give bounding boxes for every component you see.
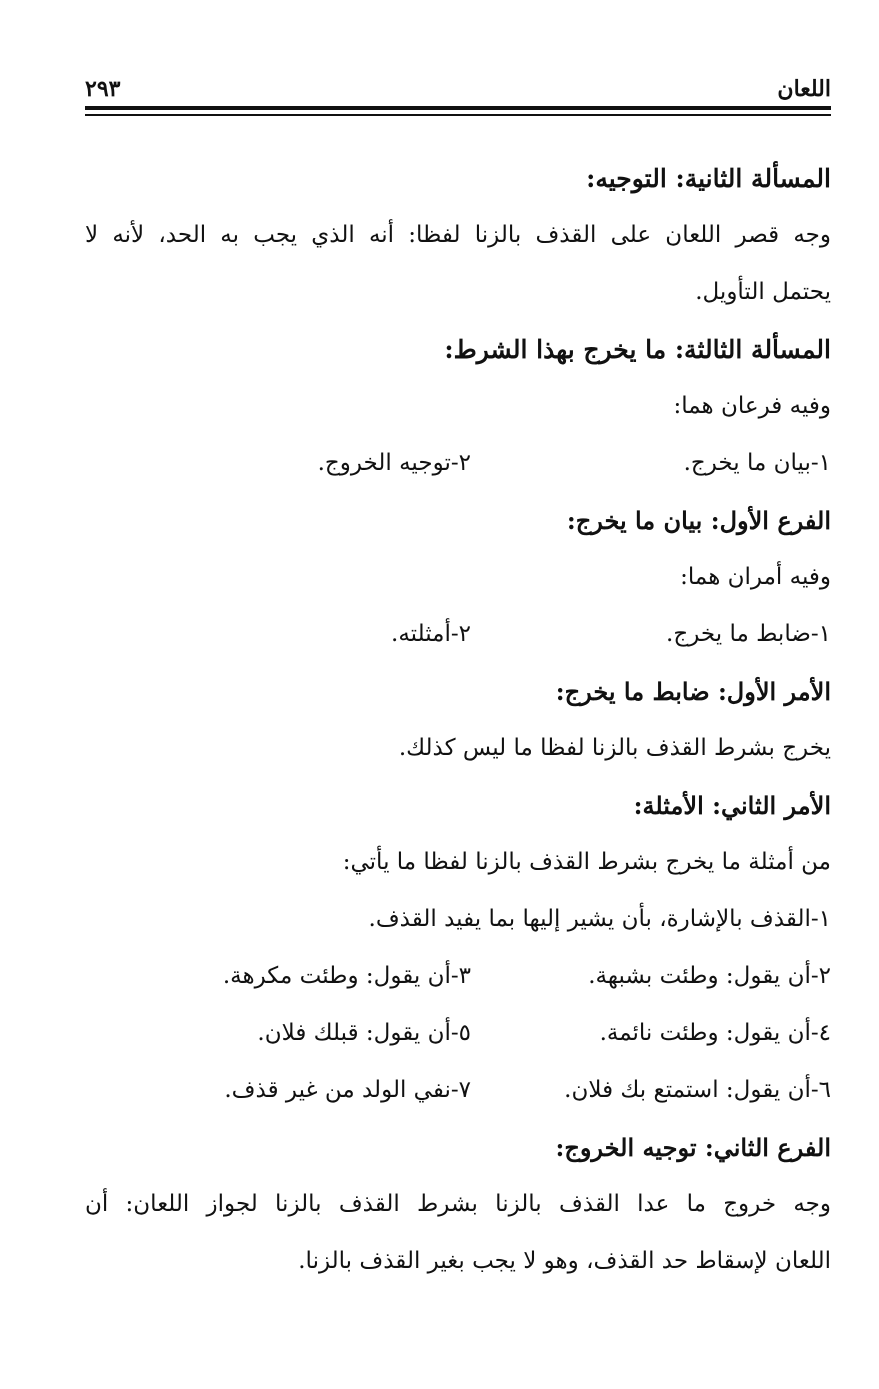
list-row — [85, 1062, 831, 1119]
list-item: ٥-أن يقول: قبلك فلان. — [257, 1020, 471, 1046]
heading-matter-1: الأمر الأول: ضابط ما يخرج: — [555, 677, 831, 706]
list-item: ٢-توجيه الخروج. — [317, 450, 471, 476]
list-item: ٤-أن يقول: وطئت نائمة. — [599, 1020, 831, 1046]
paragraph-line: وجه قصر اللعان على القذف بالزنا لفظا: أنه الذي يجب به الحد، لأنه لا — [85, 222, 831, 248]
list-item: ١-القذف بالإشارة، بأن يشير إليها بما يفيد القذف. — [368, 906, 831, 932]
list-item: ٧-نفي الولد من غير قذف. — [224, 1077, 471, 1103]
list-item: ١-بيان ما يخرج. — [683, 450, 831, 476]
paragraph-line: اللعان لإسقاط حد القذف، وهو لا يجب بغير القذف بالزنا. — [298, 1248, 831, 1274]
list-row — [85, 948, 831, 1005]
chapter-title: اللعان — [777, 76, 831, 102]
list-row — [85, 435, 831, 492]
list-item: ٢-أن يقول: وطئت بشبهة. — [588, 963, 831, 989]
list-item: ٦-أن يقول: استمتع بك فلان. — [564, 1077, 831, 1103]
heading-question-3: المسألة الثالثة: ما يخرج بهذا الشرط: — [444, 335, 831, 364]
heading-question-2: المسألة الثانية: التوجيه: — [586, 164, 831, 193]
paragraph-line: وفيه فرعان هما: — [673, 393, 831, 419]
list-row — [85, 606, 831, 663]
paragraph-line: وجه خروج ما عدا القذف بالزنا بشرط القذف بالزنا لجواز اللعان: أن — [85, 1191, 831, 1217]
page-body — [85, 150, 831, 1290]
heading-matter-2: الأمر الثاني: الأمثلة: — [633, 791, 831, 820]
list-item: ١-ضابط ما يخرج. — [666, 621, 831, 647]
running-head — [85, 72, 831, 106]
header-rule-thin — [85, 114, 831, 116]
header-rule-thick — [85, 106, 831, 110]
list-row — [85, 1005, 831, 1062]
paragraph-line: يخرج بشرط القذف بالزنا لفظا ما ليس كذلك. — [398, 735, 831, 761]
page-number: ٢٩٣ — [85, 76, 121, 102]
paragraph-line: يحتمل التأويل. — [695, 279, 831, 305]
heading-branch-1: الفرع الأول: بيان ما يخرج: — [566, 506, 831, 535]
heading-branch-2: الفرع الثاني: توجيه الخروج: — [555, 1133, 831, 1162]
list-item: ٢-أمثلته. — [391, 621, 471, 647]
list-item: ٣-أن يقول: وطئت مكرهة. — [222, 963, 471, 989]
paragraph-line: من أمثلة ما يخرج بشرط القذف بالزنا لفظا ما يأتي: — [342, 849, 831, 875]
paragraph-line: وفيه أمران هما: — [680, 564, 831, 590]
